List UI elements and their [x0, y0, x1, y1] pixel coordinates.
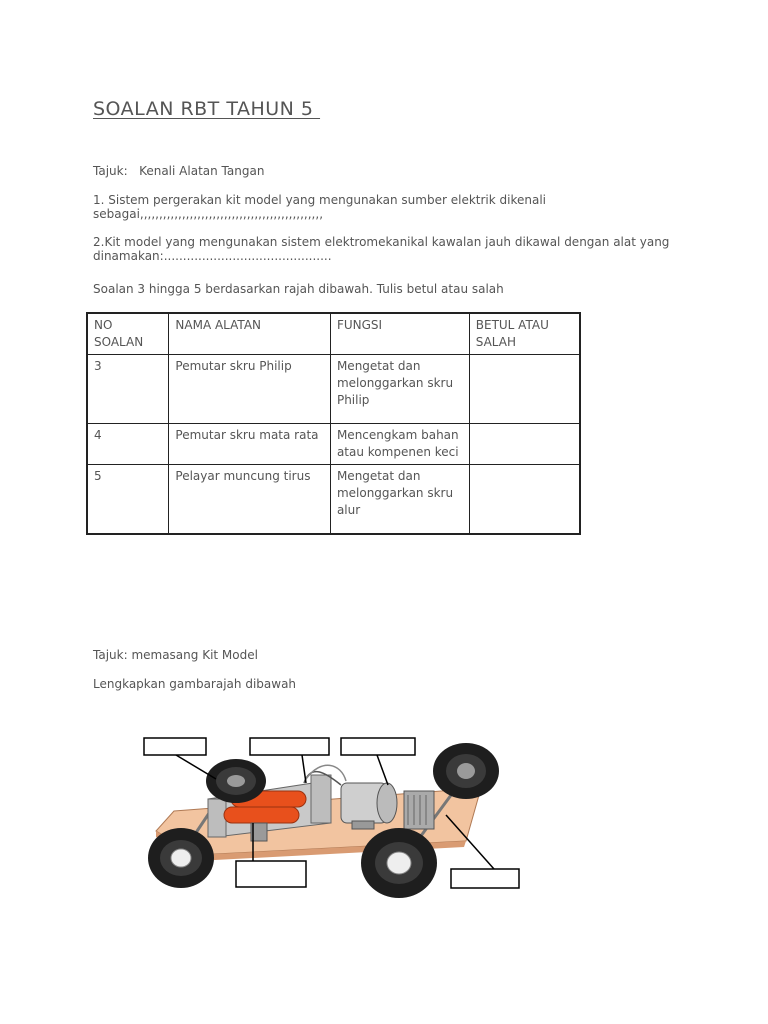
question-2-line-1: 2.Kit model yang mengunakan sistem elektromekanikal kawalan jauh dikawal dengan alat yang [93, 235, 670, 249]
table-instruction: Soalan 3 hingga 5 berdasarkan rajah dibawah. Tulis betul atau salah [93, 282, 504, 296]
header-fungsi: FUNGSI [330, 313, 469, 355]
cell-nama: Pemutar skru mata rata [169, 424, 331, 465]
page-title: SOALAN RBT TAHUN 5 [93, 98, 321, 120]
question-table [86, 312, 581, 535]
cell-answer[interactable] [469, 465, 580, 534]
cell-fungsi: Mencengkam bahan atau kompenen keci [330, 424, 469, 465]
cell-no: 3 [87, 355, 169, 424]
front-left-wheel [361, 828, 437, 898]
table-header-row [87, 313, 580, 355]
cell-nama: Pemutar skru Philip [169, 355, 331, 424]
question-1-line-1: 1. Sistem pergerakan kit model yang mengunakan sumber elektrik dikenali [93, 193, 546, 207]
question-2-line-2: dinamakan:............................................ [93, 249, 332, 263]
cell-answer[interactable] [469, 424, 580, 465]
cell-nama: Pelayar muncung tirus [169, 465, 331, 534]
section1-topic: Tajuk: Kenali Alatan Tangan [93, 164, 265, 178]
front-right-wheel [433, 743, 499, 799]
cell-no: 5 [87, 465, 169, 534]
table-row [87, 424, 580, 465]
cell-fungsi: Mengetat dan melonggarkan skru alur [330, 465, 469, 534]
label-box-battery-holder [144, 738, 206, 755]
label-box-gear [451, 869, 519, 888]
table-row [87, 355, 580, 424]
cell-answer[interactable] [469, 355, 580, 424]
battery [224, 807, 299, 823]
label-box-motor [341, 738, 415, 755]
cell-fungsi: Mengetat dan melonggarkan skru Philip [330, 355, 469, 424]
model-car-diagram [136, 733, 526, 903]
cell-no: 4 [87, 424, 169, 465]
rear-right-wheel [148, 828, 214, 888]
header-betul-atau-salah: BETUL ATAU SALAH [469, 313, 580, 355]
header-nama-alatan: NAMA ALATAN [169, 313, 331, 355]
section2-topic: Tajuk: memasang Kit Model [93, 648, 258, 662]
header-no-soalan: NO SOALAN [87, 313, 169, 355]
table-row [87, 465, 580, 534]
label-box-wire [250, 738, 329, 755]
rear-left-wheel [206, 759, 266, 803]
section2-instruction: Lengkapkan gambarajah dibawah [93, 677, 297, 691]
label-box-battery [236, 861, 306, 887]
question-1-line-2: sebagai,,,,,,,,,,,,,,,,,,,,,,,,,,,,,,,,,,,,,,,,,,,,,,,, [93, 207, 324, 221]
